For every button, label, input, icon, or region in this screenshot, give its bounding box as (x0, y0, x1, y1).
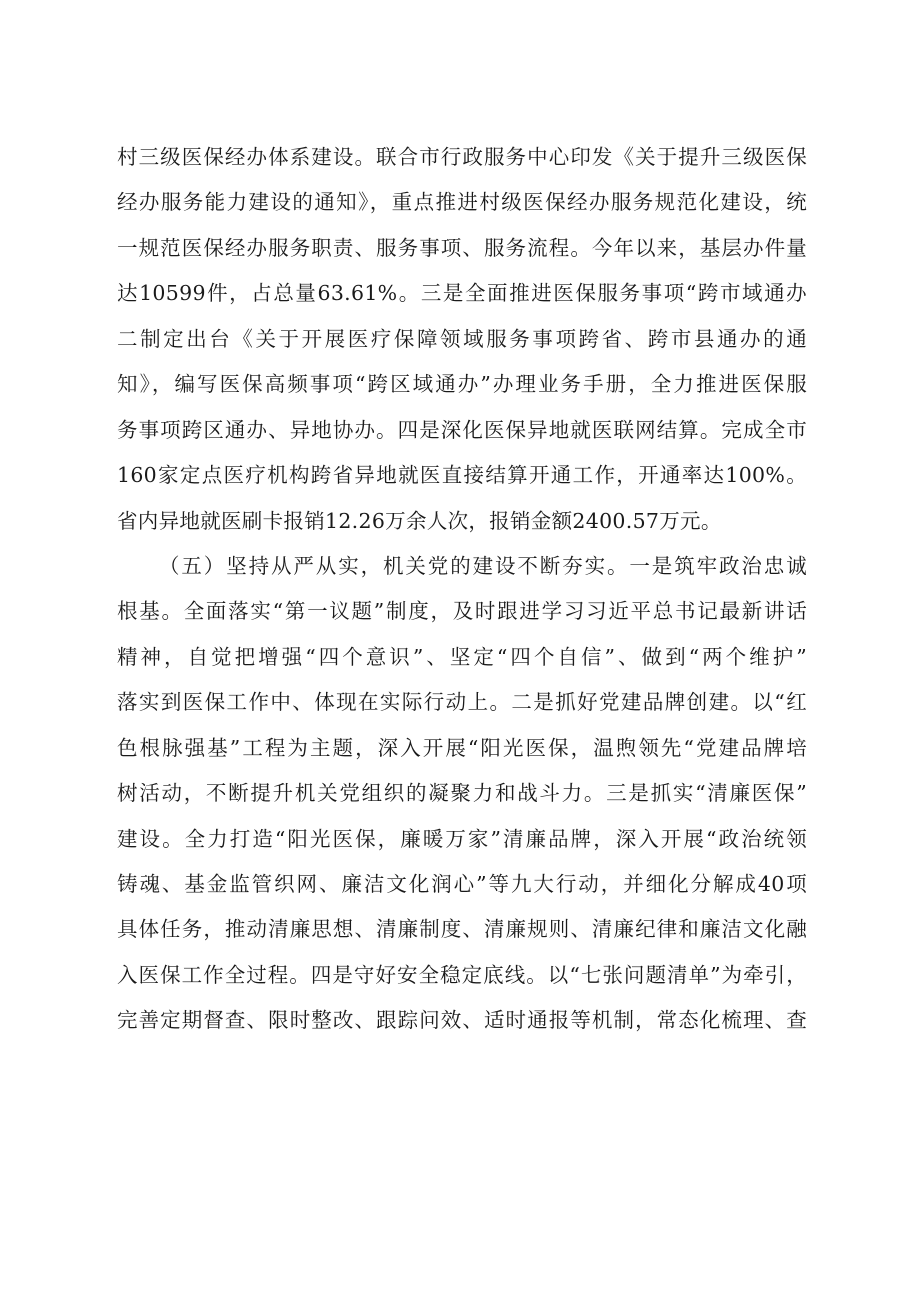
text-line-14: 色根脉强基”工程为主题，深入开展“阳光医保，温煦领先“党建品牌培 (117, 735, 807, 760)
text-line-12: 精神，自觉把增强“四个意识”、坚定“四个自信”、做到“两个维护” (117, 644, 807, 669)
text-line-1: 村三级医保经办体系建设。联合市行政服务中心印发《关于提升三级医保 (117, 145, 807, 169)
body-text (117, 135, 807, 1044)
text-line-3: 一规范医保经办服务职责、服务事项、服务流程。今年以来，基层办件量 (117, 235, 807, 260)
text-line-6: 知》，编写医保高频事项“跨区域通办”办理业务手册，全力推进医保服 (117, 372, 807, 397)
text-line-19: 入医保工作全过程。四是守好安全稳定底线。以“七张问题清单”为牵引， (117, 962, 807, 987)
text-line-16: 建设。全力打造“阳光医保，廉暖万家”清廉品牌，深入开展“政治统领 (117, 826, 807, 851)
section-heading-line: （五）坚持从严从实，机关党的建设不断夯实。一是筑牢政治忠诚 (159, 553, 807, 578)
text-line-17: 铸魂、基金监管织网、廉洁文化润心”等九大行动，并细化分解成40项 (117, 872, 807, 896)
text-line-13: 落实到医保工作中、体现在实际行动上。二是抓好党建品牌创建。以“红 (117, 690, 807, 715)
text-line-18: 具体任务，推动清廉思想、清廉制度、清廉规则、清廉纪律和廉洁文化融 (117, 917, 807, 942)
text-line-15: 树活动，不断提升机关党组织的凝聚力和战斗力。三是抓实“清廉医保” (117, 781, 807, 806)
text-line-9: 省内异地就医刷卡报销12.26万余人次，报销金额2400.57万元。 (117, 508, 722, 533)
text-line-11: 根基。全面落实“第一议题”制度，及时跟进学习习近平总书记最新讲话 (117, 599, 807, 624)
text-line-4: 达10599件，占总量63.61%。三是全面推进医保服务事项“跨市域通办 (117, 281, 807, 306)
text-line-2: 经办服务能力建设的通知》，重点推进村级医保经办服务规范化建设，统 (117, 190, 807, 215)
text-line-5: 二制定出台《关于开展医疗保障领域服务事项跨省、跨市县通办的通 (117, 326, 807, 351)
text-line-8: 160家定点医疗机构跨省异地就医直接结算开通工作，开通率达100%。 (117, 463, 807, 488)
text-line-7: 务事项跨区通办、异地协办。四是深化医保异地就医联网结算。完成全市 (117, 417, 807, 442)
text-line-20: 完善定期督查、限时整改、跟踪问效、适时通报等机制，常态化梳理、查 (117, 1008, 807, 1033)
